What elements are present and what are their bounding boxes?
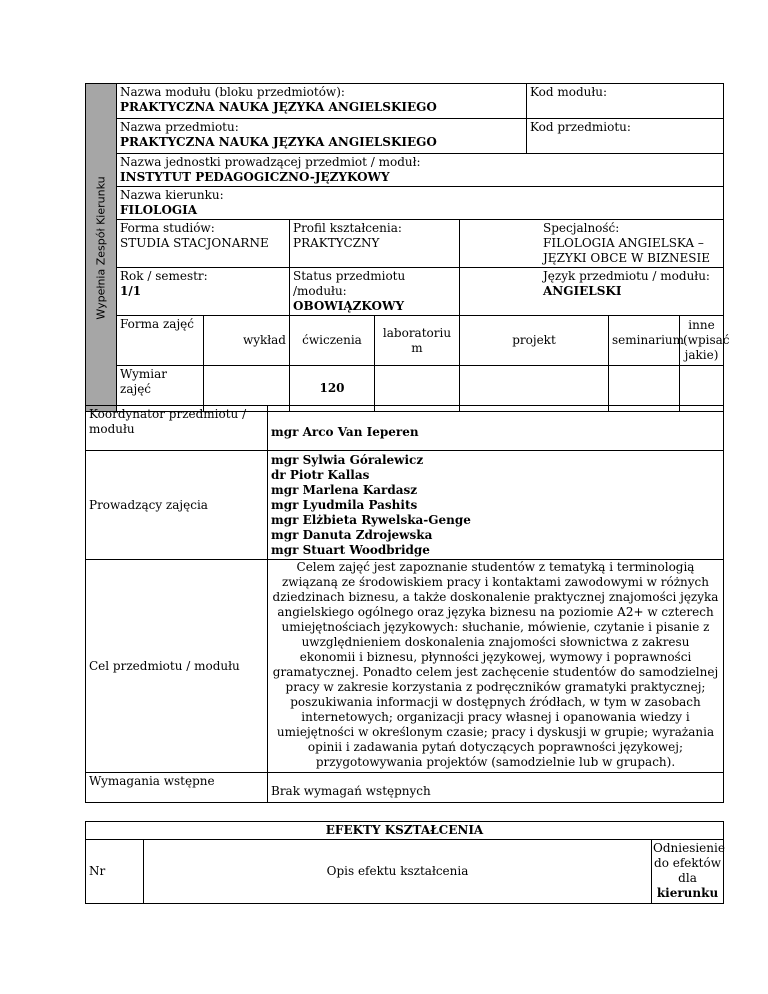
specialty-value-2: JĘZYKI OBCE W BIZNESIE [543,251,711,265]
lab-label-2: m [411,340,423,355]
subject-name-value: PRAKTYCZNA NAUKA JĘZYKA ANGIELSKIEGO [120,135,437,149]
goal-line: ekonomii i biznesu, płynności językowej, wymowy i poprawności [299,650,692,664]
year-cell [117,268,290,316]
goal-line: przygotowywania projektów (samodzielnie lub w grupach). [315,755,676,769]
requirements-value: Brak wymagań wstępnych [271,784,431,798]
col-ref-header [652,840,724,904]
goal-line: internetowych; organizacji pracy własnej i opanowania wiedzy i [301,710,690,724]
seminar-header [609,316,685,366]
unit-value: INSTYTUT PEDAGOGICZNO-JĘZYKOWY [120,170,390,184]
requirements-label: Wymagania wstępne [89,774,215,788]
language-cell [460,268,724,316]
hours-exercises-value: 120 [319,381,345,395]
other-label-3: jakie) [684,348,719,362]
teachers-list [268,451,724,560]
coordinator-label-1: Koordynator przedmiotu / [89,407,247,421]
col-description-label: Opis efektu kształcenia [326,864,469,878]
module-header-table [85,83,730,412]
teacher-name: mgr Elżbieta Rywelska-Genge [271,513,471,527]
teachers-label: Prowadzący zajęcia [89,497,208,512]
year-label: Rok / semestr: [120,269,208,283]
side-label: Wypełnia Zespół Kierunku [94,175,108,320]
teachers-label-cell [86,451,268,560]
study-form-cell [117,220,290,268]
unit-label: Nazwa jednostki prowadzącej przedmiot / moduł: [120,155,421,169]
goal-line: umiejętności w określonym czasie; pracy i dyskusji w grupie; wyrażania [276,725,715,739]
goal-line: poszukiwania informacji w dostępnych źródłach, w tym w zasobach [290,695,701,709]
field-value: FILOLOGIA [120,203,198,217]
teacher-name: mgr Lyudmila Pashits [271,498,418,512]
goal-text [268,560,724,773]
teacher-name: mgr Sylwia Góralewicz [271,453,424,467]
study-form-value: STUDIA STACJONARNE [120,236,269,250]
hours-label-1: Wymiar [120,367,167,381]
other-header [680,316,730,366]
seminar-label: seminarium [612,333,685,347]
lecture-label: wykład [242,333,286,347]
language-value: ANGIELSKI [543,284,622,298]
lab-header [375,316,460,366]
hours-label-2: zajęć [120,382,152,396]
goal-line: związaną ze środowiskiem pracy i kontaktami zawodowymi w różnych [281,575,709,589]
status-cell [290,268,460,316]
module-name-value: PRAKTYCZNA NAUKA JĘZYKA ANGIELSKIEGO [120,100,437,114]
coordinator-label-cell [86,406,268,451]
module-code-cell [527,84,724,119]
study-form-label: Forma studiów: [120,221,215,235]
status-value: OBOWIĄZKOWY [293,299,405,313]
class-form-label: Forma zajęć [120,317,194,331]
subject-code-cell [527,119,724,154]
subject-code-label: Kod przedmiotu: [530,120,631,134]
other-label-2: (wpisać [683,333,730,347]
requirements-label-cell [86,773,268,803]
profile-value: PRAKTYCZNY [293,236,380,250]
module-name-label: Nazwa modułu (bloku przedmiotów): [120,85,345,99]
goal-line: Celem zajęć jest zapoznanie studentów z tematyką i terminologią [296,560,695,574]
requirements-value-cell [268,773,724,803]
specialty-label: Specjalność: [543,221,620,235]
profile-label: Profil kształcenia: [293,221,402,235]
goal-line: pracy w zakresie korzystania z podręczników gramatyki praktycznej; [285,680,706,694]
goal-line: angielskiego ogólnego oraz języka biznesu na poziomie A2+ w czterech [277,605,714,619]
teacher-name: mgr Danuta Zdrojewska [271,528,433,542]
module-name-cell [117,84,527,119]
subject-name-cell [117,119,527,154]
module-code-label: Kod modułu: [530,85,608,99]
coordinator-value-cell [268,406,724,451]
col-description-header [144,840,652,904]
coordinator-label-2: modułu [89,422,135,436]
teacher-name: mgr Marlena Kardasz [271,483,418,497]
class-form-label-cell [117,316,204,366]
goal-line: gramatycznej. Ponadto celem jest zachęcenie studentów do samodzielnej [272,665,719,679]
outcomes-title-cell [86,822,724,840]
year-value: 1/1 [120,284,142,298]
status-label: Status przedmiotu /modułu: [293,269,406,298]
field-cell [117,187,724,220]
exercises-header [290,316,375,366]
goal-line: umiejętnościach językowych: słuchanie, mówienie, czytanie i pisanie z [281,620,710,634]
col-ref-label-4: kierunku [656,886,719,900]
field-label: Nazwa kierunku: [120,188,224,202]
col-ref-label-3: dla [678,871,697,885]
col-ref-label-1: Odniesienie [653,841,725,855]
teacher-name: mgr Stuart Woodbridge [271,543,430,557]
project-header [460,316,609,366]
col-nr-label: Nr [89,864,106,878]
exercises-label: ćwiczenia [302,333,362,347]
side-label-cell [86,84,117,412]
teacher-name: dr Piotr Kallas [271,468,370,482]
lab-label-1: laboratoriu [382,325,452,340]
goal-label: Cel przedmiotu / modułu [89,658,240,673]
goal-line: opinii i zadawania pytań dotyczących poprawności językowej; [307,740,684,754]
lecture-header [204,316,290,366]
col-nr-header [86,840,144,904]
project-label: projekt [512,333,556,347]
col-ref-label-2: do efektów [654,856,721,870]
language-label: Język przedmiotu / modułu: [543,269,710,283]
goal-label-cell [86,560,268,773]
outcomes-title: EFEKTY KSZTAŁCENIA [325,823,484,837]
specialty-cell [460,220,724,268]
unit-cell [117,154,724,187]
specialty-value-1: FILOLOGIA ANGIELSKA – [543,236,704,250]
goal-line: uwzględnieniem doskonalenia znajomości słownictwa z zakresu [301,635,690,649]
subject-name-label: Nazwa przedmiotu: [120,120,239,134]
course-info-table [85,405,724,803]
goal-line: dziedzinach biznesu, a także doskonalenie praktycznej znajomości języka [272,590,719,604]
other-label-1: inne [688,318,715,332]
coordinator-value: mgr Arco Van Ieperen [271,425,419,439]
profile-cell [290,220,460,268]
learning-outcomes-table [85,821,724,904]
